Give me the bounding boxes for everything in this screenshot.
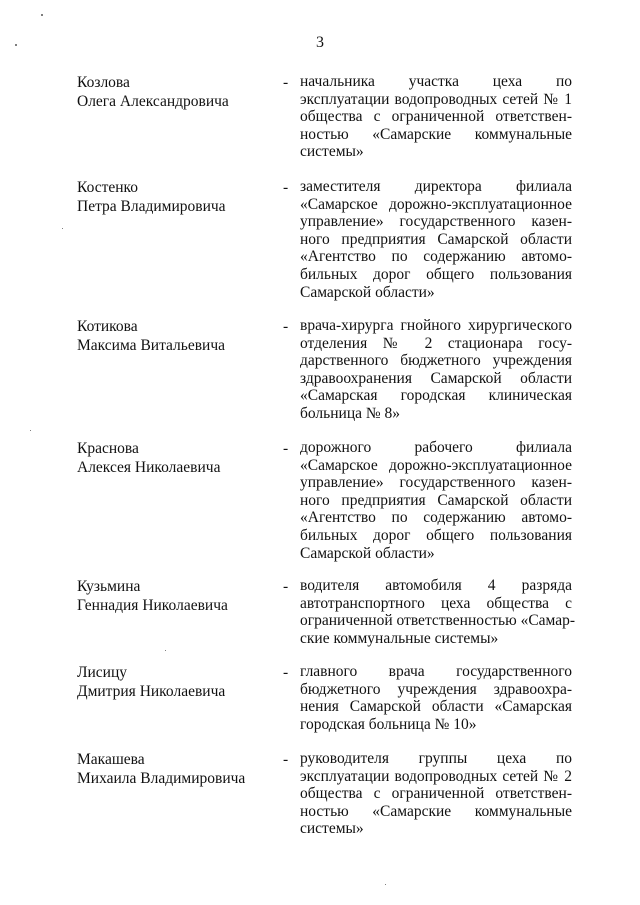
surname: Козлова: [77, 74, 130, 91]
description-line: «Самарская городская клиническая: [300, 387, 572, 405]
person-name: [77, 663, 283, 733]
given-names: Геннадия Николаевича: [77, 597, 228, 614]
person-name: [77, 73, 283, 161]
description-line: «Самарское дорожно-эксплуатационное: [300, 195, 572, 213]
dash: -: [283, 751, 289, 768]
surname: Костенко: [77, 179, 139, 196]
description-line: системы»: [300, 143, 364, 161]
description-line: ские коммунальные системы»: [300, 629, 499, 647]
description-line: главного врача государственного: [300, 663, 572, 680]
scan-speck: [30, 430, 31, 431]
person-name: [77, 178, 283, 301]
description-line: эксплуатации водопроводных сетей № 1: [300, 90, 572, 108]
given-names: Михаила Владимировича: [77, 770, 246, 787]
description-line: ного предприятия Самарской области: [300, 230, 572, 248]
description-line: руководителя группы цеха по: [300, 750, 572, 767]
entry-krasnov: [77, 439, 577, 562]
given-names: Олега Александровича: [77, 93, 229, 110]
dash: -: [283, 179, 289, 196]
dash: -: [283, 74, 289, 91]
description-line: управление» государственного казен-: [300, 213, 572, 231]
description-line: управление» государственного казен-: [300, 474, 572, 492]
position-description: [300, 750, 572, 838]
position-description: [300, 73, 572, 161]
entry-kostenko: [77, 178, 577, 301]
description-line: «Агентство по содержанию автомо-: [300, 509, 572, 527]
entry-kuzmin: [77, 577, 577, 647]
surname: Макашева: [77, 751, 145, 768]
person-name: [77, 317, 283, 423]
description-line: «Агентство по содержанию автомо-: [300, 248, 572, 266]
given-names: Петра Владимировича: [77, 198, 226, 215]
description-line: общества с ограниченной ответствен-: [300, 108, 572, 126]
description-line: здравоохранения Самарской области: [300, 369, 572, 387]
entry-kotikov: [77, 317, 577, 423]
scan-speck: [62, 228, 63, 229]
description-line: начальника участка цеха по: [300, 73, 572, 90]
person-name: [77, 750, 283, 838]
entry-makashev: [77, 750, 577, 838]
description-line: Самарской области»: [300, 544, 435, 562]
entry-kozlov: [77, 73, 577, 161]
description-line: больница № 8»: [300, 404, 401, 422]
description-line: системы»: [300, 820, 364, 838]
scan-speck: [165, 650, 166, 651]
surname: Краснова: [77, 440, 139, 457]
description-line: ного предприятия Самарской области: [300, 491, 572, 509]
position-description: [300, 317, 572, 423]
dash: -: [283, 664, 289, 681]
position-description: [300, 178, 572, 301]
surname: Котикова: [77, 318, 138, 335]
scan-speck: [385, 884, 386, 885]
entry-lisitsa: [77, 663, 577, 733]
description-line: водителя автомобиля 4 разряда: [300, 577, 572, 594]
surname: Лисицу: [77, 664, 128, 681]
given-names: Алексея Николаевича: [77, 459, 221, 476]
description-line: заместителя директора филиала: [300, 178, 572, 195]
given-names: Максима Витальевича: [77, 337, 226, 354]
dash: -: [283, 440, 289, 457]
position-description: [300, 663, 572, 733]
description-line: врача-хирурга гнойного хирургического: [300, 317, 572, 334]
description-line: общества с ограниченной ответствен-: [300, 785, 572, 803]
dash: -: [283, 318, 289, 335]
description-line: нения Самарской области «Самарская: [300, 698, 572, 716]
position-description: [300, 577, 576, 647]
dash: -: [283, 578, 289, 595]
description-line: ограниченной ответственностью «Самар-: [300, 612, 576, 630]
description-line: дарственного бюджетного учреждения: [300, 352, 572, 370]
description-line: Самарской области»: [300, 283, 435, 301]
description-line: ностью «Самарские коммунальные: [300, 125, 572, 143]
given-names: Дмитрия Николаевича: [77, 683, 226, 700]
page-number: 3: [316, 34, 324, 51]
person-name: [77, 577, 283, 647]
description-line: бильных дорог общего пользования: [300, 526, 572, 544]
position-description: [300, 439, 572, 562]
description-line: отделения № 2 стационара госу-: [300, 334, 572, 352]
description-line: эксплуатации водопроводных сетей № 2: [300, 767, 572, 785]
scan-speck: [41, 14, 43, 16]
person-name: [77, 439, 283, 562]
description-line: городская больница № 10»: [300, 715, 477, 733]
description-line: ностью «Самарские коммунальные: [300, 802, 572, 820]
surname: Кузьмина: [77, 578, 141, 595]
description-line: дорожного рабочего филиала: [300, 439, 572, 456]
description-line: автотранспортного цеха общества с: [300, 594, 572, 612]
scan-speck: [15, 44, 17, 46]
description-line: «Самарское дорожно-эксплуатационное: [300, 456, 572, 474]
description-line: бильных дорог общего пользования: [300, 265, 572, 283]
description-line: бюджетного учреждения здравоохра-: [300, 680, 572, 698]
